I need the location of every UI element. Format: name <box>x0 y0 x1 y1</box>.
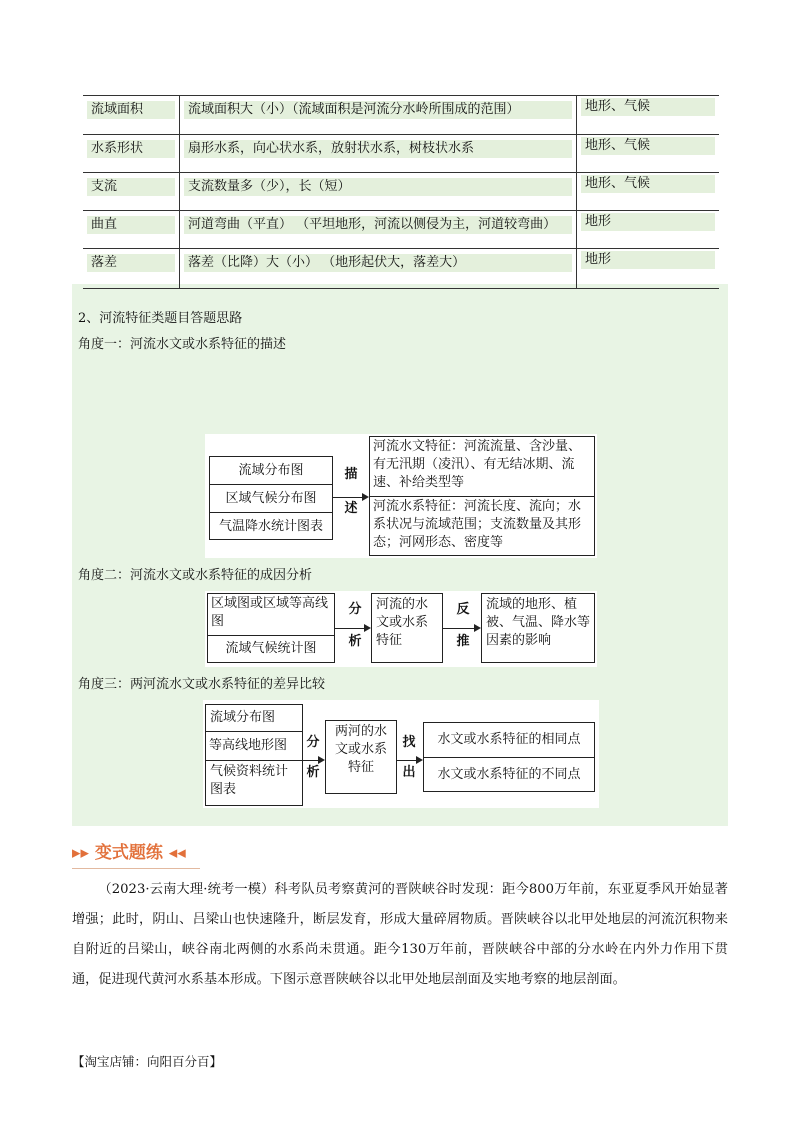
middle-box: 两河的水文或水系特征 <box>325 720 397 794</box>
verb-label: 析 <box>348 634 362 649</box>
feature-cell: 曲直 <box>87 216 175 234</box>
output-item: 河流水文特征：河流流量、含沙量、有无汛期（凌汛）、有无结冰期、流速、补给类型等 <box>370 437 594 497</box>
table-row <box>83 96 719 134</box>
factors-cell: 地形 <box>581 213 715 231</box>
description-cell: 流域面积大（小）（流域面积是河流分水岭所围成的范围） <box>184 101 572 119</box>
feature-cell: 流域面积 <box>87 101 175 119</box>
input-item: 流域分布图 <box>206 705 302 732</box>
verb-label: 描 <box>344 467 358 482</box>
input-item: 流域分布图 <box>210 457 332 485</box>
input-item: 流域气候统计图 <box>225 641 317 656</box>
angle3-heading: 角度三：两河流水文或水系特征的差异比较 <box>78 677 326 692</box>
river-feature-table <box>83 95 719 289</box>
double-arrow-right-icon: ▶▶ <box>72 846 89 860</box>
verb-label: 述 <box>344 501 358 516</box>
description-cell: 落差（比降）大（小） （地形起伏大，落差大） <box>184 254 572 272</box>
connector-line <box>333 497 363 498</box>
verb-label: 出 <box>402 765 416 780</box>
verb-label: 找 <box>402 735 416 750</box>
feature-cell: 支流 <box>87 178 175 196</box>
verb-label: 析 <box>306 765 320 780</box>
output-stack <box>423 722 595 792</box>
exercise-title <box>72 838 186 863</box>
feature-cell: 水系形状 <box>87 140 175 158</box>
input-stack <box>209 456 333 540</box>
verb-label: 分 <box>306 735 320 750</box>
angle2-heading: 角度二：河流水文或水系特征的成因分析 <box>78 568 313 583</box>
factors-cell: 地形、气候 <box>581 98 715 116</box>
description-cell: 支流数量多（少），长（短） <box>184 178 572 196</box>
diagram-compare <box>203 700 599 808</box>
output-stack <box>369 436 595 556</box>
input-item: 区域图或区域等高线图 <box>208 594 334 636</box>
connector-line <box>397 760 417 761</box>
arrow-right-icon <box>364 624 371 632</box>
description-cell: 河道弯曲（平直） （平坦地形，河流以侧侵为主，河道较弯曲） <box>184 216 572 234</box>
output-item: 水文或水系特征的相同点 <box>424 723 594 758</box>
diagram-cause <box>205 591 597 667</box>
arrow-right-icon <box>416 756 423 764</box>
output-box: 流域的地形、植被、气温、降水等因素的影响 <box>481 593 595 663</box>
connector-line <box>335 628 365 629</box>
arrow-right-icon <box>474 624 481 632</box>
verb-label: 推 <box>456 634 470 649</box>
verb-label: 分 <box>348 602 362 617</box>
table-row <box>83 134 719 173</box>
factors-cell: 地形、气候 <box>581 137 715 155</box>
input-stack <box>207 593 335 663</box>
double-arrow-left-icon: ◀◀ <box>168 846 186 860</box>
factors-cell: 地形 <box>581 251 715 269</box>
table-row <box>83 172 719 211</box>
factors-cell: 地形、气候 <box>581 175 715 193</box>
shop-footer: 【淘宝店铺：向阳百分百】 <box>72 1054 223 1069</box>
table-row <box>83 210 719 249</box>
output-item: 河流水系特征：河流长度、流向；水系状况与流域范围；支流数量及其形态；河网形态、密度等 <box>373 499 582 550</box>
angle1-heading: 角度一：河流水文或水系特征的描述 <box>78 337 287 352</box>
exercise-title-text: 变式题练 <box>94 843 163 863</box>
title-underline <box>72 868 200 869</box>
input-item: 等高线地形图 <box>206 732 302 761</box>
verb-label: 反 <box>456 602 470 617</box>
table-row <box>83 248 719 287</box>
arrow-right-icon <box>362 493 369 501</box>
diagram-describe <box>205 434 597 558</box>
middle-box: 河流的水文或水系特征 <box>371 593 443 663</box>
input-item: 气候资料统计图表 <box>210 764 289 797</box>
arrow-right-icon <box>318 756 325 764</box>
input-item: 气温降水统计图表 <box>218 519 323 534</box>
exercise-paragraph: （2023·云南大理·统考一模）科考队员考察黄河的晋陕峡谷时发现：距今800万年前，东亚夏季风开始显著增强；此时，阴山、吕梁山也快速隆升，断层发育，形成大量碎屑物质。晋陕峡谷以北甲处地层的河流沉积物来自附近的吕梁山，峡谷南北两侧的水系尚未贯通。距今130万年前，晋陕峡谷中部的分水岭在内外力作用下贯通，促进现代黄河水系基本形成。下图示意晋陕峡谷以北甲处地层剖面及实地考察的地层剖面。 <box>72 882 728 987</box>
input-item: 区域气候分布图 <box>210 485 332 513</box>
connector-line <box>443 628 475 629</box>
connector-line <box>303 760 319 761</box>
description-cell: 扇形水系，向心状水系，放射状水系，树枝状水系 <box>184 140 572 158</box>
feature-cell: 落差 <box>87 254 175 272</box>
output-item: 水文或水系特征的不同点 <box>437 767 581 782</box>
section-heading: 2、河流特征类题目答题思路 <box>78 311 243 326</box>
input-stack <box>205 704 303 806</box>
